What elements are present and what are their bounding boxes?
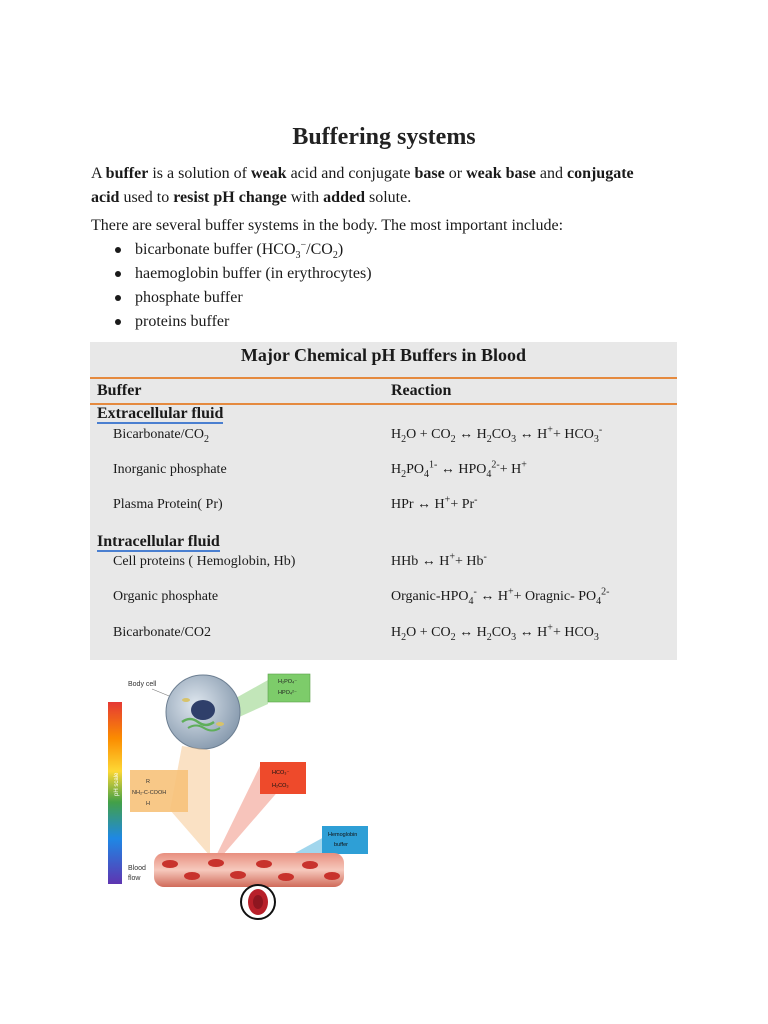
list-item: haemoglobin buffer (in erythrocytes) xyxy=(91,262,372,286)
column-header-reaction: Reaction xyxy=(391,382,452,399)
table-row-reaction: HPr ↔ H++ Pr- xyxy=(391,494,478,512)
list-item: proteins buffer xyxy=(91,310,372,334)
section-extracellular: Extracellular fluid xyxy=(97,405,224,422)
list-item: phosphate buffer xyxy=(91,286,372,310)
svg-text:R: R xyxy=(146,779,150,785)
table-row-reaction: $H_2O + CO_2$ ↔ $H_2CO_3$ ↔ $H^++ HCO_3^-$ xyxy=(391,424,603,445)
table-title: Major Chemical pH Buffers in Blood xyxy=(240,345,527,365)
svg-text:buffer: buffer xyxy=(334,842,348,848)
svg-text:HPO₄²⁻: HPO₄²⁻ xyxy=(278,690,297,696)
body-cell-label: Body cell xyxy=(128,681,157,688)
table-row-buffer: Plasma Protein( Pr) xyxy=(113,497,223,512)
table-row-buffer: Bicarbonate/CO2 xyxy=(113,625,211,640)
list-item: bicarbonate buffer $(HCO_3^-/CO_2)$ xyxy=(91,238,372,262)
ph-scale-label: pH scale xyxy=(114,772,120,796)
svg-text:Hemoglobin: Hemoglobin xyxy=(328,832,358,838)
blood-buffer-illustration xyxy=(100,670,390,922)
table-row-buffer: Bicarbonate/$CO_2$ xyxy=(113,427,209,445)
svg-text:HCO₃⁻: HCO₃⁻ xyxy=(272,770,290,776)
svg-text:H: H xyxy=(146,801,150,807)
table-row-reaction: $H_2PO_4^{1-}$ ↔ $HPO_4^{2-}+ H^+$ xyxy=(391,459,527,480)
table-rule-top xyxy=(90,377,677,379)
table-row-buffer: Cell proteins ( Hemoglobin, Hb) xyxy=(113,554,296,569)
blood-flow-label: Blood xyxy=(128,865,146,872)
svg-text:H₂CO₃: H₂CO₃ xyxy=(272,783,289,789)
buffer-list xyxy=(91,238,372,334)
table-row-reaction: $H_2O + CO_2$ ↔ $H_2CO_3$ ↔ $H^++ HCO_3$ xyxy=(391,622,599,643)
page-title: Buffering systems xyxy=(292,124,476,150)
svg-text:H₂PO₄⁻: H₂PO₄⁻ xyxy=(278,679,298,685)
hemoglobin-callout xyxy=(322,826,368,854)
list-intro: There are several buffer systems in the body. The most important include: xyxy=(91,217,564,234)
column-header-buffer: Buffer xyxy=(97,382,142,399)
blood-vessel xyxy=(154,853,344,887)
bicarbonate-callout xyxy=(260,762,306,794)
table-row-reaction: HHb ↔ H++ Hb- xyxy=(391,551,487,569)
section-intracellular: Intracellular fluid xyxy=(97,533,220,550)
table-row-reaction: Organic-$HPO_4^-$ ↔ H++ Oragnic- $PO_4^{2-}$ xyxy=(391,586,610,607)
svg-text:flow: flow xyxy=(128,875,141,882)
intro-paragraph: A buffer is a solution of weak acid and conjugate base or weak base and conjugate acid used to resist pH change with added solute. xyxy=(91,165,634,206)
table-row-buffer: Organic phosphate xyxy=(113,589,219,604)
svg-text:NH₂-C-COOH: NH₂-C-COOH xyxy=(132,790,167,796)
table-row-buffer: Inorganic phosphate xyxy=(113,462,227,477)
buffers-table xyxy=(90,342,677,660)
